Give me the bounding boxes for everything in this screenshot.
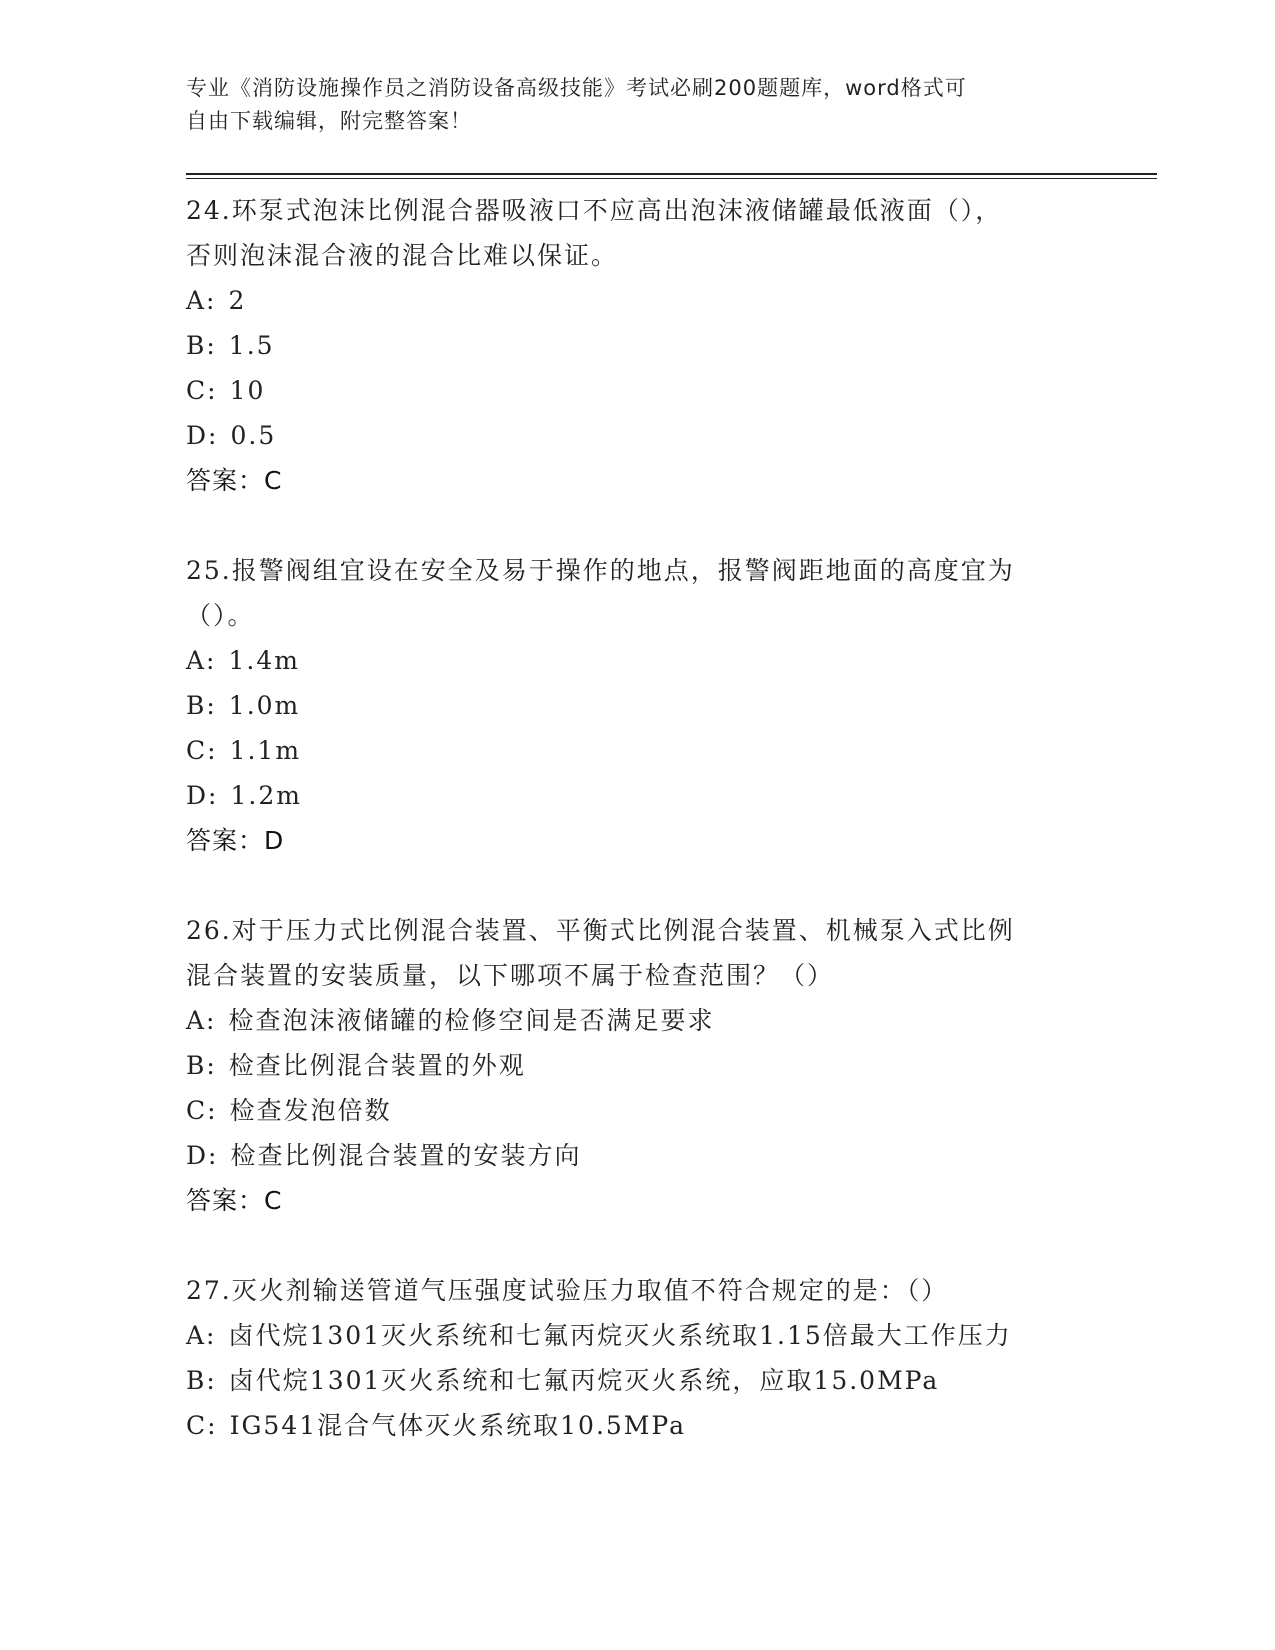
option-letter: D: xyxy=(186,781,219,810)
option-letter: C: xyxy=(186,376,218,405)
option-letter: C: xyxy=(186,736,218,765)
option-text: 检查比例混合装置的安装方向 xyxy=(230,1141,582,1170)
question-stem-line-2: 否则泡沫混合液的混合比难以保证。 xyxy=(186,241,619,270)
question-stem xyxy=(186,1268,1086,1313)
option-text: 1.2m xyxy=(230,781,302,810)
option-letter: C: xyxy=(186,1411,218,1440)
option-letter: A: xyxy=(186,1006,217,1035)
option-text: 检查比例混合装置的外观 xyxy=(228,1051,526,1080)
option-letter: B: xyxy=(186,1051,217,1080)
option-d xyxy=(186,773,1086,818)
question-stem-line-1: 27.灭火剂输送管道气压强度试验压力取值不符合规定的是：（） xyxy=(186,1276,949,1305)
question-27 xyxy=(186,1268,1086,1448)
question-stem xyxy=(186,548,1086,638)
option-letter: A: xyxy=(186,646,217,675)
question-list xyxy=(186,188,1086,1493)
option-text: 1.0m xyxy=(228,691,301,720)
option-c xyxy=(186,368,1086,413)
option-text: 检查发泡倍数 xyxy=(229,1096,392,1125)
question-24 xyxy=(186,188,1086,503)
option-a xyxy=(186,278,1086,323)
option-letter: B: xyxy=(186,691,217,720)
header-text-line-2: 自由下载编辑，附完整答案！ xyxy=(186,109,472,133)
option-text: 1.1m xyxy=(229,736,302,765)
option-c xyxy=(186,1403,1086,1448)
option-text: 卤代烷1301灭火系统和七氟丙烷灭火系统，应取15.0MPa xyxy=(228,1366,940,1395)
option-text: IG541混合气体灭火系统取10.5MPa xyxy=(229,1411,686,1440)
answer-line: 答案：C xyxy=(186,1186,283,1215)
option-text: 1.5 xyxy=(228,331,275,360)
option-letter: D: xyxy=(186,1141,219,1170)
question-26 xyxy=(186,908,1086,1223)
document-header xyxy=(186,72,1066,138)
option-a xyxy=(186,998,1086,1043)
option-b xyxy=(186,1358,1086,1403)
question-stem xyxy=(186,188,1086,278)
question-stem-line-1: 26.对于压力式比例混合装置、平衡式比例混合装置、机械泵入式比例 xyxy=(186,916,1015,945)
option-letter: A: xyxy=(186,1321,217,1350)
option-text: 10 xyxy=(229,376,266,405)
option-text: 检查泡沫液储罐的检修空间是否满足要求 xyxy=(228,1006,715,1035)
answer-line: 答案：C xyxy=(186,466,283,495)
option-text: 2 xyxy=(228,286,247,315)
question-stem xyxy=(186,908,1086,998)
header-text-line-1: 专业《消防设施操作员之消防设备高级技能》考试必刷200题题库，word格式可 xyxy=(186,76,967,100)
option-letter: C: xyxy=(186,1096,218,1125)
option-d xyxy=(186,1133,1086,1178)
option-letter: D: xyxy=(186,421,219,450)
question-25 xyxy=(186,548,1086,863)
question-stem-line-2: 混合装置的安装质量，以下哪项不属于检查范围？（） xyxy=(186,961,835,990)
option-a xyxy=(186,638,1086,683)
option-b xyxy=(186,1043,1086,1088)
option-a xyxy=(186,1313,1086,1358)
option-letter: B: xyxy=(186,1366,217,1395)
option-text: 卤代烷1301灭火系统和七氟丙烷灭火系统取1.15倍最大工作压力 xyxy=(228,1321,1012,1350)
option-b xyxy=(186,323,1086,368)
header-divider xyxy=(186,173,1157,179)
option-c xyxy=(186,1088,1086,1133)
question-stem-line-1: 25.报警阀组宜设在安全及易于操作的地点，报警阀距地面的高度宜为 xyxy=(186,556,1015,585)
option-d xyxy=(186,413,1086,458)
option-text: 0.5 xyxy=(230,421,277,450)
option-c xyxy=(186,728,1086,773)
question-stem-line-1: 24.环泵式泡沫比例混合器吸液口不应高出泡沫液储罐最低液面（）， xyxy=(186,196,1003,225)
option-text: 1.4m xyxy=(228,646,300,675)
option-b xyxy=(186,683,1086,728)
question-stem-line-2: （）。 xyxy=(186,601,255,630)
option-letter: B: xyxy=(186,331,217,360)
answer-line: 答案：D xyxy=(186,826,285,855)
option-letter: A: xyxy=(186,286,217,315)
